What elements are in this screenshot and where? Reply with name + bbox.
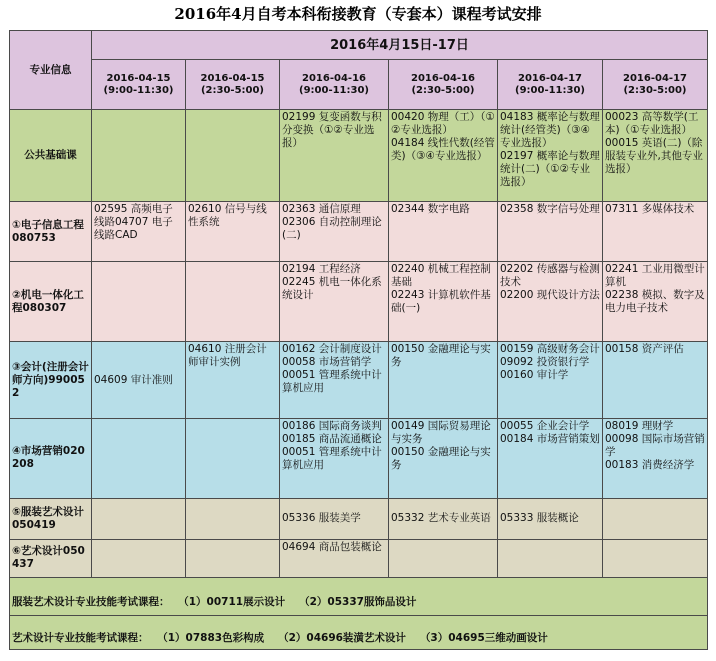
course-cell: 00162 会计制度设计00058 市场营销学 00051 管理系统中计算机应用 <box>280 342 389 418</box>
major-name: ①电子信息工程080753 <box>10 202 92 262</box>
course-cell: 00186 国际商务谈判00185 商品流通概论 00051 管理系统中计算机应用 <box>280 418 389 498</box>
session-time: (2:30-5:00) <box>411 84 475 96</box>
course-cell: 02344 数字电路 <box>389 202 498 262</box>
course-cell <box>603 539 708 577</box>
table-row-major <box>10 262 708 342</box>
course-cell: 00055 企业会计学 00184 市场营销策划 <box>498 418 603 498</box>
session-date: 2016-04-17 <box>518 72 582 84</box>
session-time: (2:30-5:00) <box>200 84 265 96</box>
course-cell: 02202 传感器与检测技术 02200 现代设计方法 <box>498 262 603 342</box>
exam-schedule-table <box>9 30 708 650</box>
session-date: 2016-04-16 <box>302 72 366 84</box>
course-cell: 05332 艺术专业英语 <box>389 498 498 539</box>
header-row-dates <box>10 31 708 60</box>
major-header: 专业信息 <box>10 31 92 110</box>
fashion-skills-note <box>10 577 708 615</box>
course-cell <box>92 418 186 498</box>
session-date: 2016-04-17 <box>623 72 687 84</box>
art-skill-item: （2）04696装潢艺术设计 <box>278 632 406 645</box>
fashion-skill-item: （2）05337服饰品设计 <box>299 596 417 609</box>
course-cell <box>186 539 280 577</box>
session-header <box>92 60 186 110</box>
session-time: (9:00-11:30) <box>103 84 174 96</box>
course-cell: 04183 概率论与数理统计(经管类)（③④专业选报） 02197 概率论与数理统计(二)（①②专业选报） <box>498 110 603 202</box>
footer-row-fashion-skills <box>10 577 708 615</box>
course-cell: 00149 国际贸易理论与实务 00150 金融理论与实务 <box>389 418 498 498</box>
course-cell: 00159 高级财务会计 09092 投资银行学 00160 审计学 <box>498 342 603 418</box>
course-cell <box>92 110 186 202</box>
course-cell: 07311 多媒体技术 <box>603 202 708 262</box>
table-row-major <box>10 202 708 262</box>
header-row-sessions <box>10 60 708 110</box>
course-cell: 05336 服装美学 <box>280 498 389 539</box>
art-skills-note <box>10 615 708 649</box>
footer-row-art-skills <box>10 615 708 649</box>
session-header <box>498 60 603 110</box>
major-name: ③会计(注册会计师方向)990052 <box>10 342 92 418</box>
course-cell: 02363 通信原理 02306 自动控制理论(二) <box>280 202 389 262</box>
session-time: (9:00-11:30) <box>515 84 585 96</box>
course-cell: 08019 理财学 00098 国际市场营销学 00183 消费经济学 <box>603 418 708 498</box>
art-skill-item: （3）04695三维动画设计 <box>419 632 548 645</box>
course-cell: 00023 高等数学(工本)（①专业选报） 00015 英语(二)（除服装专业外,其他专业选报） <box>603 110 708 202</box>
course-cell <box>186 262 280 342</box>
course-cell <box>186 110 280 202</box>
course-cell: 05333 服装概论 <box>498 498 603 539</box>
session-date: 2016-04-15 <box>106 72 171 84</box>
course-cell: 02595 高频电子线路04707 电子线路CAD <box>92 202 186 262</box>
course-cell: 04609 审计准则 <box>92 342 186 418</box>
session-date: 2016-04-16 <box>411 72 475 84</box>
course-cell: 02194 工程经济 02245 机电一体化系统设计 <box>280 262 389 342</box>
session-time: (9:00-11:30) <box>299 84 369 96</box>
course-cell: 02240 机械工程控制基础 02243 计算机软件基础(一) <box>389 262 498 342</box>
table-row-major <box>10 418 708 498</box>
table-row-common-courses <box>10 110 708 202</box>
course-cell <box>498 539 603 577</box>
course-cell: 00420 物理（工）（①②专业选报） 04184 线性代数(经管类)（③④专业选报） <box>389 110 498 202</box>
art-skills-label: 艺术设计专业技能考试课程： <box>12 632 149 645</box>
fashion-skill-item: （1）00711展示设计 <box>183 596 286 609</box>
course-cell <box>186 498 280 539</box>
page-title: 2016年4月自考本科衔接教育（专套本）课程考试安排 <box>174 5 542 23</box>
table-row-major <box>10 342 708 418</box>
session-date: 2016-04-15 <box>200 72 265 84</box>
course-cell <box>92 539 186 577</box>
table-row-major <box>10 498 708 539</box>
major-name: ②机电一体化工程080307 <box>10 262 92 342</box>
fashion-skills-label: 服装艺术设计专业技能考试课程： <box>12 596 170 609</box>
course-cell: 04694 商品包装概论 <box>280 539 389 577</box>
course-cell <box>603 498 708 539</box>
art-skill-item: （1）07883色彩构成 <box>162 632 265 645</box>
session-header <box>186 60 280 110</box>
major-name: ⑥艺术设计050437 <box>10 539 92 577</box>
major-name: ⑤服装艺术设计050419 <box>10 498 92 539</box>
course-cell: 00150 金融理论与实务 <box>389 342 498 418</box>
course-cell: 02358 数字信号处理 <box>498 202 603 262</box>
course-cell <box>92 262 186 342</box>
course-cell: 00158 资产评估 <box>603 342 708 418</box>
course-cell <box>389 539 498 577</box>
course-cell: 02610 信号与线性系统 <box>186 202 280 262</box>
course-cell <box>92 498 186 539</box>
session-header <box>280 60 389 110</box>
major-name: ④市场营销020208 <box>10 418 92 498</box>
course-cell: 04610 注册会计师审计实例 <box>186 342 280 418</box>
session-time: (2:30-5:00) <box>623 84 687 96</box>
table-row-major <box>10 539 708 577</box>
course-cell: 02199 复变函数与积分变换（①②专业选报） <box>280 110 389 202</box>
session-header <box>603 60 708 110</box>
major-name: 公共基础课 <box>10 110 92 202</box>
date-range-header: 2016年4月15日-17日 <box>92 31 708 60</box>
course-cell: 02241 工业用微型计算机 02238 模拟、数字及电力电子技术 <box>603 262 708 342</box>
session-header <box>389 60 498 110</box>
course-cell <box>186 418 280 498</box>
